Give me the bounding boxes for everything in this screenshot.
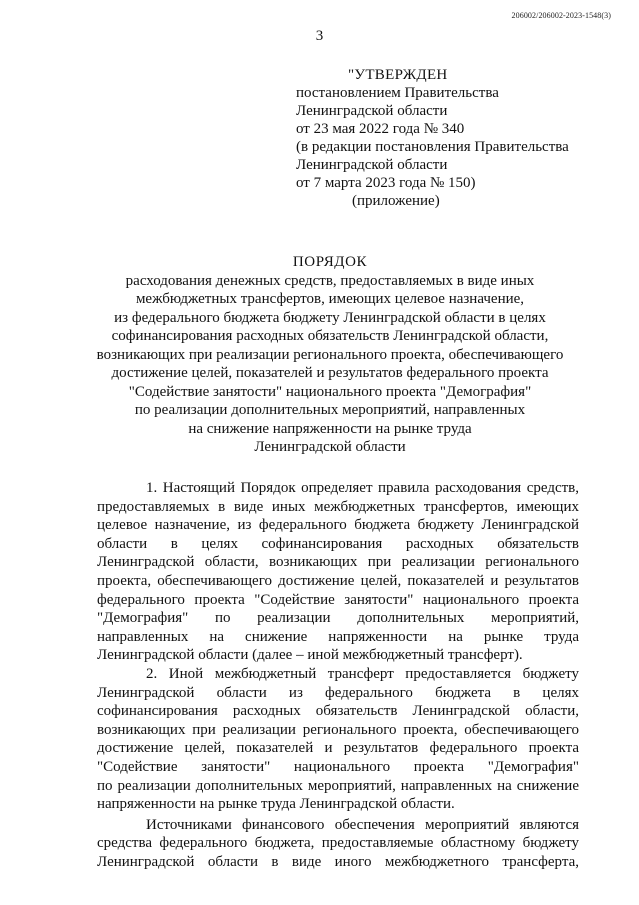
text-line: достижение целей, показателей и результатов федерального проекта xyxy=(97,740,579,757)
text-line: Ленинградской области из федерального бюджета в целях xyxy=(97,684,579,701)
approval-note: (приложение) xyxy=(352,193,440,209)
text-line: предоставляемых в виде иных межбюджетных трансфертов, имеющих xyxy=(97,498,579,515)
text-line: напряженности на рынке труда Ленинградской области. xyxy=(97,796,455,813)
text-line: Источниками финансового обеспечения мероприятий являются xyxy=(146,816,579,833)
text-line: возникающих при реализации регионального проекта, обеспечивающего xyxy=(97,721,579,738)
title-line: из федерального бюджета бюджету Ленинградской области в целях xyxy=(114,309,546,326)
text-line: 2. Иной межбюджетный трансферт предоставляется бюджету xyxy=(146,665,579,682)
title-line: по реализации дополнительных мероприятий, направленных xyxy=(134,402,526,418)
text-line: по реализации дополнительных мероприятий, направленных на снижение xyxy=(97,777,579,794)
approval-line: Ленинградской области xyxy=(296,157,448,173)
text-line: федерального проекта "Содействие занятости" национального проекта xyxy=(97,591,579,608)
approval-line: (в редакции постановления Правительства xyxy=(296,139,569,155)
text-line: Ленинградской области в виде иного межбюджетного трансферта, xyxy=(97,853,579,870)
title-line: возникающих при реализации регионального проекта, обеспечивающего xyxy=(96,346,564,363)
document-id: 206002/206002-2023-1548(3) xyxy=(511,11,611,20)
text-line: направленных на снижение напряженности на рынке труда xyxy=(97,628,579,645)
text-line: "Демография" по реализации дополнительных мероприятий, xyxy=(97,610,579,627)
title-line: расходования денежных средств, предоставляемых в виде иных xyxy=(125,272,535,289)
approval-line: от 7 марта 2023 года № 150) xyxy=(296,175,476,191)
approval-line: от 23 мая 2022 года № 340 xyxy=(296,121,465,137)
text-line: проекта, обеспечивающего достижение целей, показателей и результатов xyxy=(97,572,579,589)
document-title xyxy=(60,253,600,457)
title-line: достижение целей, показателей и результатов федерального проекта xyxy=(111,365,549,381)
page-number: 3 xyxy=(315,28,324,44)
title-heading: ПОРЯДОК xyxy=(292,254,368,270)
text-line: "Содействие занятости" национального проекта "Демография" xyxy=(97,758,579,775)
title-line: на снижение напряженности на рынке труда xyxy=(188,420,472,437)
paragraph-3 xyxy=(97,816,579,872)
text-line: области в целях софинансирования расходных обязательств xyxy=(97,535,579,552)
title-line: межбюджетных трансфертов, имеющих целевое назначение, xyxy=(135,291,525,307)
approval-line: постановлением Правительства xyxy=(296,85,499,101)
title-line: Ленинградской области xyxy=(254,439,406,455)
text-line: софинансирования расходных обязательств Ленинградской области, xyxy=(97,703,579,720)
text-line: средства федерального бюджета, предоставляемые областному бюджету xyxy=(97,835,579,852)
paragraph-1 xyxy=(97,479,579,665)
text-line: Ленинградской области, возникающих при реализации регионального xyxy=(97,554,579,571)
text-line: целевое назначение, из федерального бюджета бюджету Ленинградской xyxy=(97,517,579,534)
paragraph-2 xyxy=(97,665,579,814)
title-line: "Содействие занятости" национального проекта "Демография" xyxy=(128,383,532,400)
text-line: Ленинградской области (далее – иной межбюджетный трансферт). xyxy=(97,647,523,664)
title-line: софинансирования расходных обязательств Ленинградской области, xyxy=(111,328,549,344)
text-line: 1. Настоящий Порядок определяет правила расходования средств, xyxy=(146,480,579,496)
document-body xyxy=(97,479,579,871)
approval-title: "УТВЕРЖДЕН xyxy=(348,67,448,83)
approval-stamp xyxy=(296,66,569,210)
approval-line: Ленинградской области xyxy=(296,103,448,119)
